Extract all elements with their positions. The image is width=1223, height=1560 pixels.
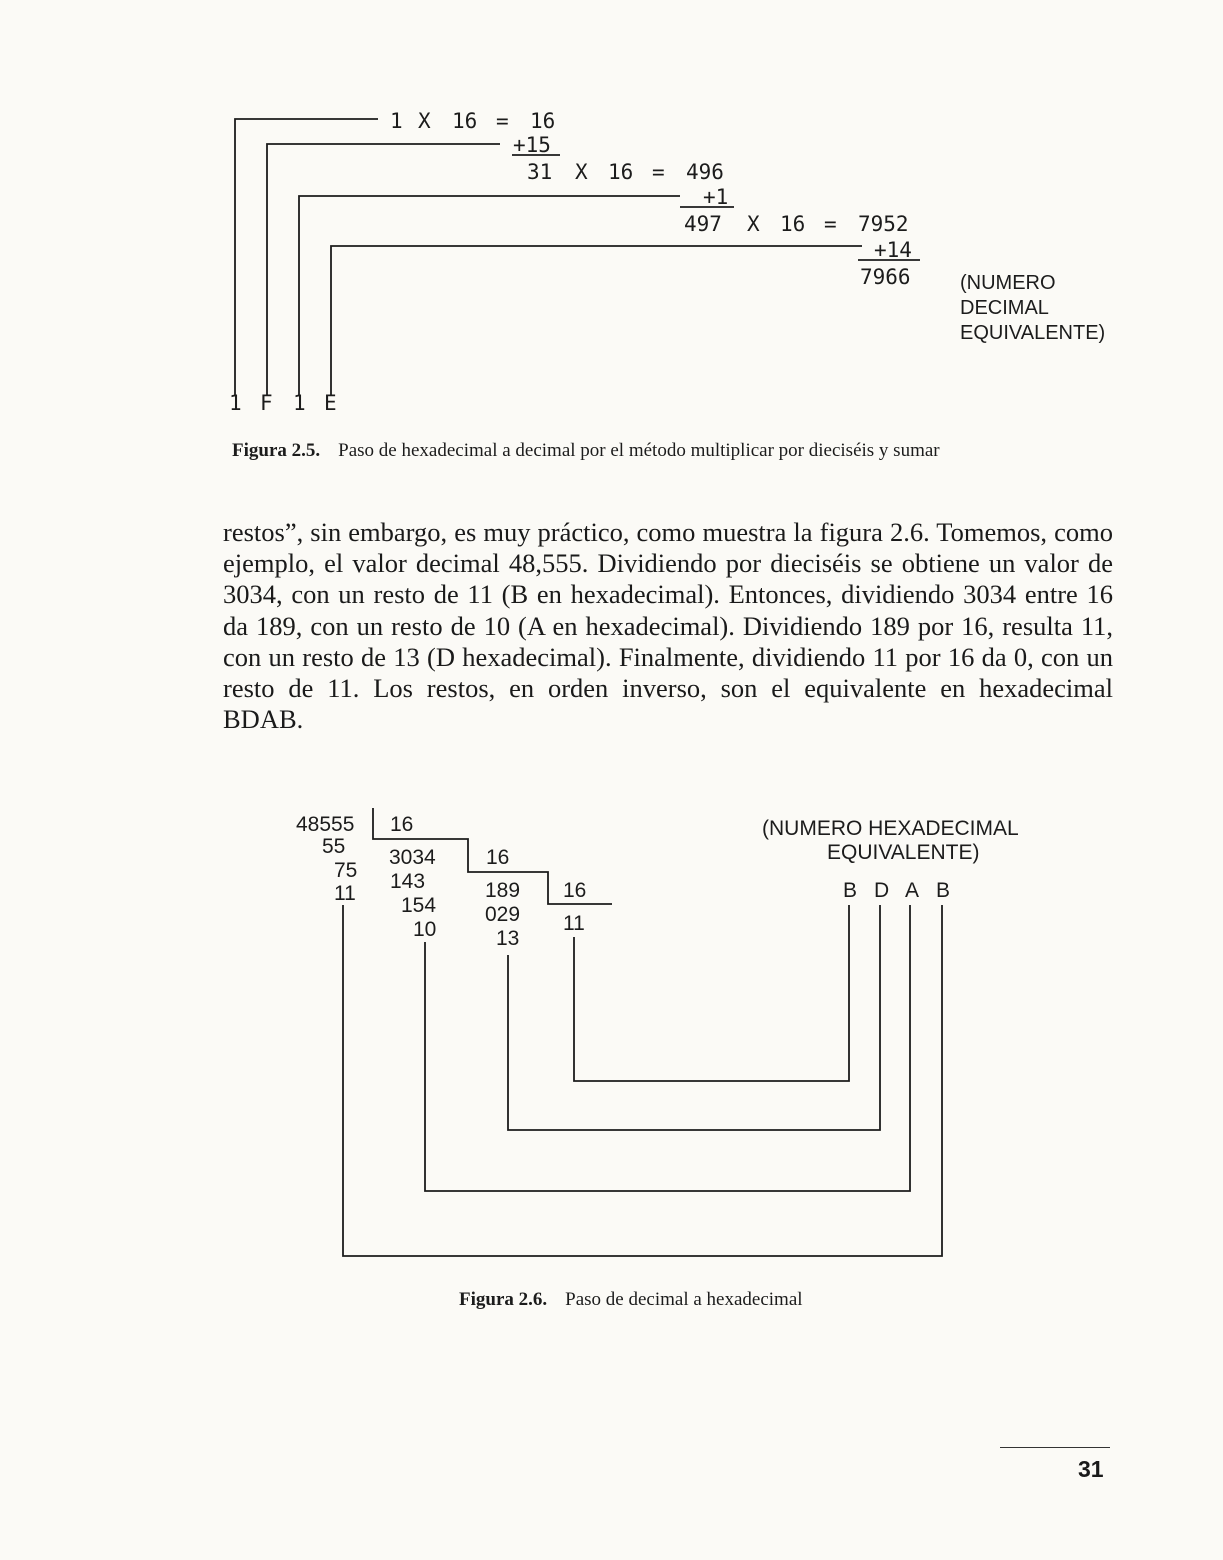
partial-75: 75 (334, 859, 358, 882)
connector-line (235, 119, 378, 395)
step3-equals: = (824, 212, 837, 236)
paragraph-text: restos”, sin embargo, es muy práctico, como muestra la figura 2.6. Tomemos, como ejemplo, el valor decimal 48,555. Dividiendo por dieciséis se obtiene un valor de 3034, con un resto de 11 (B en hexadecimal). Entonces, dividiendo 3034 entre 16 da 189, con un resto de 10 (A en hexadecimal). Dividiendo 189 por 16, resulta 11, con un resto de 13 (D hexadecimal). Finalmente, dividiendo 11 por 16 da 0, con un resto de 11. Los restos, en orden inverso, son el equivalente en hexadecimal BDAB. (223, 517, 1113, 735)
divisor-16: 16 (563, 879, 587, 902)
hex-digit-b: B (936, 879, 951, 902)
hex-digit-d: D (874, 879, 890, 902)
quotient-3034: 3034 (389, 846, 436, 869)
division-bracket (373, 808, 612, 904)
hex-digit: F (260, 391, 273, 415)
remainder-10: 10 (413, 918, 437, 941)
step4-result: 7966 (860, 265, 911, 289)
partial-029: 029 (485, 903, 521, 926)
note-line-2: DECIMAL (960, 297, 1049, 319)
note-line-1: (NUMERO (960, 272, 1056, 294)
step1-equals: = (496, 109, 509, 133)
step3-base: 16 (780, 212, 806, 236)
partial-143: 143 (390, 870, 426, 893)
divisor-16: 16 (486, 846, 510, 869)
page-number: 31 (1078, 1456, 1104, 1482)
page-number-rule (1000, 1447, 1110, 1448)
step2-addend: +15 (513, 133, 551, 157)
step2-product: 496 (686, 160, 724, 184)
note-line-2: EQUIVALENTE) (827, 841, 980, 864)
step2-sum: 31 (527, 160, 553, 184)
step1-multiplicand: 1 (390, 109, 403, 133)
hex-digit-b: B (843, 879, 858, 902)
step2-times: X (575, 160, 588, 184)
divisor-16: 16 (390, 813, 414, 836)
remainder-11: 11 (334, 882, 356, 905)
connector-line (299, 196, 680, 395)
step3-addend: +1 (703, 185, 729, 209)
dividend-48555: 48555 (296, 813, 355, 836)
partial-154: 154 (401, 894, 437, 917)
step3-times: X (747, 212, 760, 236)
quotient-189: 189 (485, 879, 521, 902)
caption-text: Paso de decimal a hexadecimal (565, 1289, 803, 1310)
step1-base: 16 (452, 109, 478, 133)
figure-2-5-caption (232, 440, 940, 462)
step1-product: 16 (530, 109, 556, 133)
connector-line (267, 144, 500, 395)
hex-digit: 1 (293, 391, 306, 415)
caption-label: Figura 2.5. (232, 440, 321, 461)
step2-base: 16 (608, 160, 634, 184)
figure-2-6-caption (459, 1289, 803, 1311)
step2-equals: = (652, 160, 665, 184)
step3-sum: 497 (684, 212, 722, 236)
quotient-11: 11 (563, 912, 585, 935)
note-line-3: EQUIVALENTE) (960, 322, 1106, 344)
remainder-13: 13 (496, 927, 520, 950)
hex-digit-a: A (905, 879, 920, 902)
connector-line (508, 905, 880, 1130)
connector-line (343, 905, 942, 1256)
connector-line (574, 905, 849, 1081)
caption-text: Paso de hexadecimal a decimal por el método multiplicar por dieciséis y sumar (338, 440, 940, 461)
partial-55: 55 (322, 835, 346, 858)
body-paragraph (223, 517, 1113, 735)
step1-times: X (418, 109, 431, 133)
note-line-1: (NUMERO HEXADECIMAL (762, 817, 1019, 840)
step3-product: 7952 (858, 212, 909, 236)
hex-digit: 1 (229, 391, 242, 415)
figure-2-5 (0, 0, 1223, 480)
connector-line (425, 905, 910, 1191)
hex-digit: E (324, 391, 337, 415)
caption-label: Figura 2.6. (459, 1289, 548, 1310)
step4-addend: +14 (874, 238, 912, 262)
connector-line (331, 246, 862, 395)
